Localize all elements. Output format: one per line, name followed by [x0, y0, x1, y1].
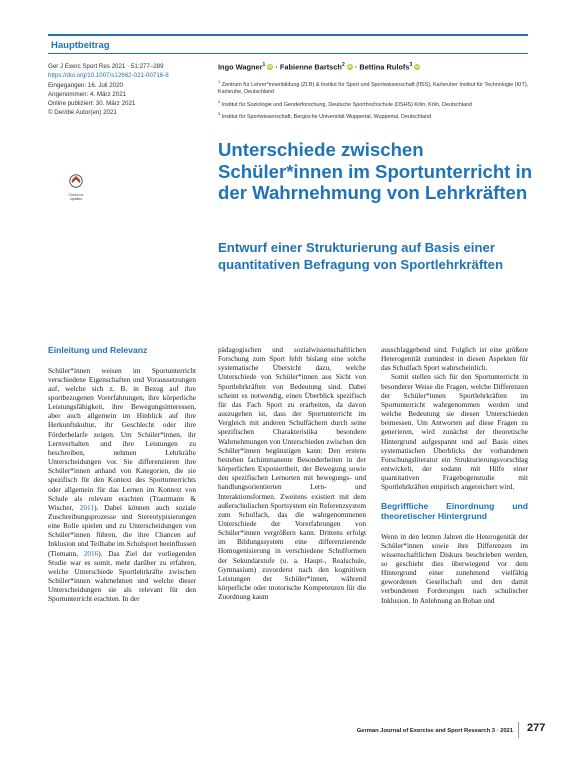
text-column-3 — [381, 345, 528, 605]
orcid-icon[interactable]: iD — [415, 64, 420, 70]
author-name[interactable]: Ingo Wagner — [218, 62, 263, 72]
section-heading: Begriffliche Einordnung und theoretischer Hintergrund — [381, 500, 528, 521]
accepted-date: Angenommen: 4. März 2021 — [48, 90, 127, 98]
paragraph — [48, 366, 196, 604]
received-date: Eingegangen: 16. Juli 2020 — [48, 81, 123, 89]
check-for-updates-badge[interactable] — [67, 174, 85, 200]
author-name[interactable]: Bettina Rulofs — [359, 62, 410, 72]
page-number: 277 — [527, 722, 546, 734]
paragraph: ausschlaggebend sind. Folglich ist eine größere Heterogenität zumindest in diesen Aspekten für das Schulfach Sport wahrscheinlich. — [381, 345, 528, 373]
affiliation-number: 2 — [218, 99, 221, 104]
text-column-1 — [48, 345, 196, 604]
affiliation-text: Institut für Sportwissenschaft, Bergische Universität Wuppertal, Wuppertal, Deutschland — [220, 113, 431, 120]
paragraph: pädagogischen und sozialwissenschaftlichen Forschung zum Sport fehlt bislang eine solche systematische Übersicht dazu, welche Unterschiede von Schüler*innen aus Sicht von Sportlehrkräften von Bedeutung sind. Dabei scheint es notwendig, einen Überblick spezifisch für das Fach Sport zu erarbeiten, da davon auszugehen ist, dass der Sportunterricht im Vergleich mit anderen Schulfächern durch seine spezifischen Charakteristika besondere Wahrnehmungen von Unterschieden zwischen den Schüler*innen begünstigen kann: Den erstens bestehen fachimmanente Besonderheiten in der körperlichen Exponiertheit, der Bewegung sowie den spezifischen Lernorten mit bewegungs- und handlungsorientierten Lern- und Interaktionsformen. Zweitens existiert mit dem außerschulischen Sportsystem ein Referenzsystem zum Schulfach, das die wahrgenommenen Unterschiede der Vorerfahrungen von Schüler*innen vergrößern kann. Drittens erfolgt im Bildungssystem eine differenzierende Homogenisierung in verschiedene Schulformen der Sekundarstufe (u. a. Haupt-, Realschule, Gymnasium) zuvorderst nach den kognitiven Leistungen der Schüler*innen, während körperliche oder motorische Kompetenzen für die Zuordnung kaum — [218, 345, 366, 602]
orcid-icon[interactable]: iD — [268, 64, 273, 70]
copyright: © Der/die Autor(en) 2021 — [48, 109, 117, 117]
author-list — [218, 62, 538, 71]
text-run: Schüler*innen weisen im Sportunterricht verschiedene Eigenschaften und Voraussetzungen auf, welche sich z. B. in Bezug auf ihre sportbezogenen Vorerfahrungen, ihre körperliche Leistungsfähigkeit, ihre Bewegungsinteressen, aber auch allgemein im Hinblick auf ihre Herkunftskultur, ihr Geschlecht oder ihre Förderbelarfe zeigen. Um Schüler*innen, ihr Lernverhalten und ihre Leistungen zu beschreiben, nehmen Lehrkräfte Unterscheidungen vor. Sie differenzieren ihre Schüler*innen anhand von Kategorien, die sie spezifisch für den Kontext des Sportunterrichts oder allgemein für das Lernen im Kontext von Schule als relevant erachten (Trautmann & Wischer, — [48, 365, 196, 512]
author-separator: · — [273, 62, 280, 72]
text-column-2 — [218, 345, 366, 601]
check-label-2: updates — [69, 197, 83, 201]
journal-citation: Ger J Exerc Sport Res 2021 · 51:277–289 — [48, 63, 164, 70]
paragraph: Wenn in den letzten Jahren die Heterogenität der Schüler*innen sowie ihre Differenzen im wissenschaftlichen Diskurs beschrieben werden, so geschieht dies überwiegend vor dem Hintergrund einer zunehmend vielfältig gewordenen Gesellschaft und den damit verbundenen Forderungen nach schulischer Inklusion. In Anlehnung an Boban und — [381, 531, 528, 605]
published-date: Online publiziert: 30. März 2021 — [48, 100, 136, 108]
affiliation-number: 3 — [218, 111, 221, 116]
author-affil-ref: 1 — [262, 62, 266, 68]
author-name[interactable]: Fabienne Bartsch — [279, 62, 342, 72]
section-heading: Einleitung und Relevanz — [48, 345, 148, 355]
article-meta — [48, 62, 213, 118]
article-title: Unterschiede zwischen Schüler*innen im Sportunterricht in der Wahrnehmung von Lehrkräften — [218, 139, 533, 203]
check-for-updates-icon — [69, 174, 83, 188]
affiliation-text: Zentrum für Lehrer*innenbildung (ZLB) & Institut für Sport und Sportwissenschaft (IfSS), Karlsruher Institut für Technologie (KIT), Karlsruhe, Deutschland — [218, 81, 529, 95]
article-type-band — [48, 34, 528, 54]
footer-journal: German Journal of Exercise and Sport Research 3 · 2021 — [356, 728, 513, 734]
author-separator: · — [352, 62, 360, 72]
author-affil-ref: 3 — [409, 62, 413, 68]
text-run: ). Dabei können auch soziale Zuschreibungsprozesse und Stereotypisierungen eine Rolle spielen und zu Unterscheidungen von Schüler*innen führen, die ihre Chancen auf Inklusion und Teilhabe im Schulsport beeinflussen (Tiemann, — [48, 502, 196, 558]
affiliation — [218, 78, 538, 96]
author-affil-ref: 2 — [341, 62, 345, 68]
text-run: ). Das Ziel der vorliegenden Studie war es somit, mehr darüber zu erfahren, welche Unterschiede Sportlehrkräfte zwischen Schüler*innen wahrnehmen und welche dieser Unterscheidungen sie als relevant für den Sportunterricht erachten. In der — [48, 548, 197, 604]
citation-link[interactable]: 2011 — [79, 502, 95, 512]
orcid-icon[interactable]: iD — [347, 64, 352, 70]
affiliation-number: 1 — [218, 79, 221, 84]
article-type: Hauptbeitrag — [51, 40, 110, 51]
affiliation — [218, 98, 538, 109]
article-subtitle: Entwurf einer Strukturierung auf Basis einer quantitativen Befragung von Sportlehrkräften — [218, 240, 504, 272]
footer-divider — [518, 722, 519, 738]
affiliation-text: Institut für Soziologie und Genderforschung, Deutsche Sporthochschule (DSHS) Köln, Köln, Deutschland — [220, 101, 472, 108]
paragraph: Somit stellen sich für den Sportunterricht in besonderer Weise die Fragen, welche Differenzen der Schüler*innen Sportlehrkräften im Sportunterricht wahrgenommen werden und welche Bedeutung sie diesen Unterschieden beimessen. Um Antworten auf diese Fragen zu generieren, wird zunächst der theoretische Hintergrund aufgespannt und auf Basis eines systematischen Überblicks der vorhandenen Forschungsliteratur ein Strukturierungsvorschlag entwickelt, der sodann mit Hilfe einer quantitativen Fragebogenstudie mit Sportlehrkräften empirisch angereichert wird. — [381, 372, 528, 492]
affiliation — [218, 110, 538, 121]
check-label-1: Check for — [68, 193, 84, 197]
doi-link[interactable]: https://doi.org/10.1007/s12662-021-00716-8 — [48, 72, 169, 80]
citation-link[interactable]: 2016 — [83, 548, 99, 558]
